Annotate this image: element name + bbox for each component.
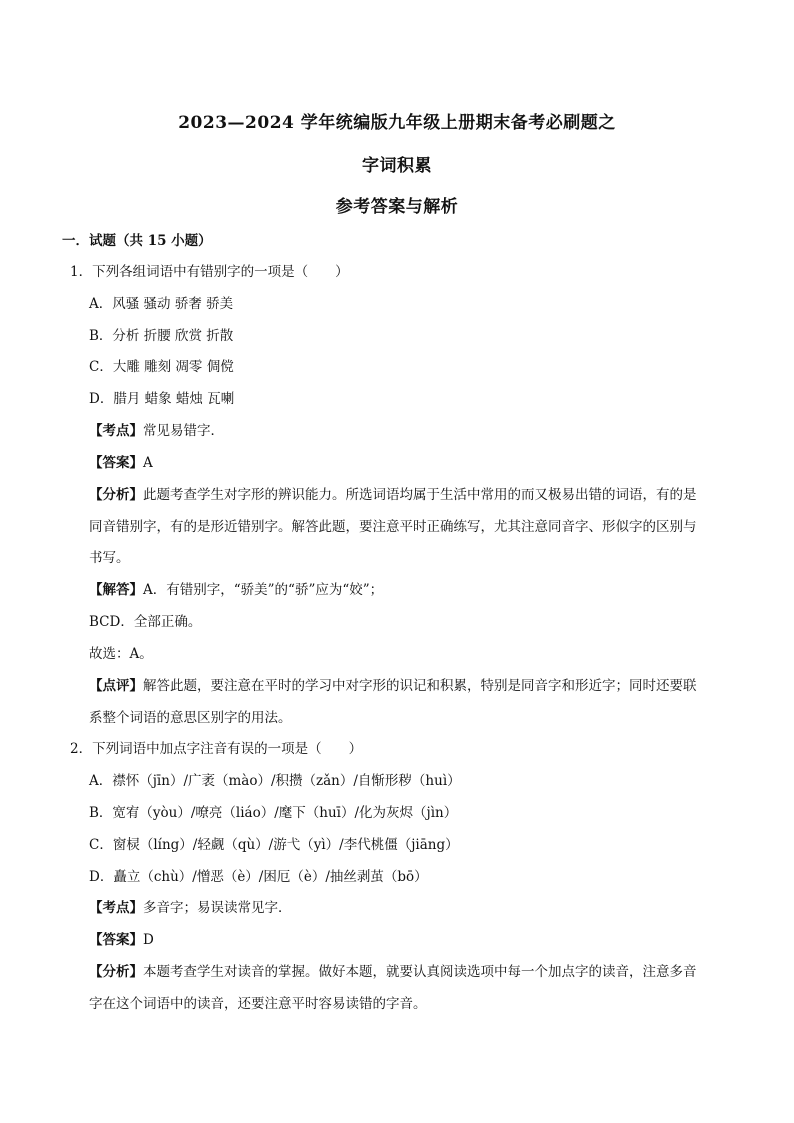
q1-kaodian [89, 422, 224, 440]
q1-kaodian-tag: 【考点】 [89, 423, 143, 439]
q1-dianping-tag: 【点评】 [89, 678, 143, 694]
q1-jieda-text1: A．有错别字，“骄美”的“骄”应为“姣”； [143, 582, 384, 598]
q1-dianping-line2: 系整个词语的意思区别字的用法。 [89, 710, 292, 726]
q2-answer-tag: 【答案】 [89, 932, 143, 948]
q1-answer [89, 454, 153, 472]
document-section-title: 参考答案与解析 [335, 197, 459, 217]
q1-answer-text: A [143, 455, 153, 471]
q1-fenxi-line1 [89, 486, 697, 504]
q1-jieda-line1 [89, 581, 383, 599]
q2-answer [89, 931, 154, 949]
q2-kaodian-text: 多音字；易误读常见字． [143, 900, 292, 916]
q1-fenxi-tag: 【分析】 [89, 487, 143, 503]
q2-option-b: B．宽宥（yòu）/嘹亮（liáo）/麾下（huī）/化为灰烬（jìn） [89, 805, 458, 821]
q2-option-d: D．矗立（chù）/憎恶（è）/困厄（è）/抽丝剥茧（bō） [89, 869, 428, 885]
q1-dianping-line1 [89, 677, 697, 695]
q2-kaodian-tag: 【考点】 [89, 900, 143, 916]
q2-fenxi-tag: 【分析】 [89, 964, 143, 980]
q2-stem: 2．下列词语中加点字注音有误的一项是（ ） [70, 741, 363, 757]
q2-answer-text: D [143, 932, 154, 948]
q1-fenxi-line2: 同音错别字，有的是形近错别字。解答此题，要注意平时正确练写，尤其注意同音字、形似字的区别与 [89, 519, 697, 535]
q2-kaodian [89, 899, 292, 917]
section-heading: 一．试题（共 15 小题） [62, 233, 212, 249]
q1-fenxi-line3: 书写。 [89, 550, 130, 566]
q1-jieda-tag: 【解答】 [89, 582, 143, 598]
q2-fenxi-line1 [89, 963, 697, 981]
q2-option-c: C．窗棂（líng）/轻觑（qù）/游弋（yì）/李代桃僵（jiāng） [89, 837, 459, 853]
q1-answer-tag: 【答案】 [89, 455, 143, 471]
q1-option-d: D．腊月 蜡象 蜡烛 瓦喇 [89, 391, 235, 407]
q1-jieda-line2: BCD．全部正确。 [89, 614, 202, 630]
q1-stem: 1．下列各组词语中有错别字的一项是（ ） [70, 264, 349, 280]
document-title: 2023—2024 学年统编版九年级上册期末备考必刷题之 [178, 113, 616, 133]
q1-option-c: C．大雕 雕刻 凋零 倜傥 [89, 359, 234, 375]
q1-kaodian-text: 常见易错字． [143, 423, 224, 439]
q1-option-b: B．分析 折腰 欣赏 折散 [89, 328, 234, 344]
document-subtitle: 字词积累 [362, 156, 432, 176]
q1-dianping-text1: 解答此题，要注意在平时的学习中对字形的识记和积累，特别是同音字和形近字；同时还要联 [143, 678, 697, 694]
q2-fenxi-line2: 字在这个词语中的读音，还要注意平时容易读错的字音。 [89, 996, 427, 1012]
q2-fenxi-text1: 本题考查学生对读音的掌握。做好本题，就要认真阅读选项中每一个加点字的读音，注意多音 [143, 964, 697, 980]
q1-jieda-line3: 故选：A。 [89, 646, 153, 662]
q2-option-a: A．襟怀（jīn）/广袤（mào）/积攒（zǎn）/自惭形秽（huì） [89, 773, 461, 789]
q1-fenxi-text1: 此题考查学生对字形的辨识能力。所选词语均属于生活中常用的而又极易出错的词语，有的是 [143, 487, 697, 503]
q1-option-a: A．风骚 骚动 骄奢 骄美 [89, 296, 234, 312]
